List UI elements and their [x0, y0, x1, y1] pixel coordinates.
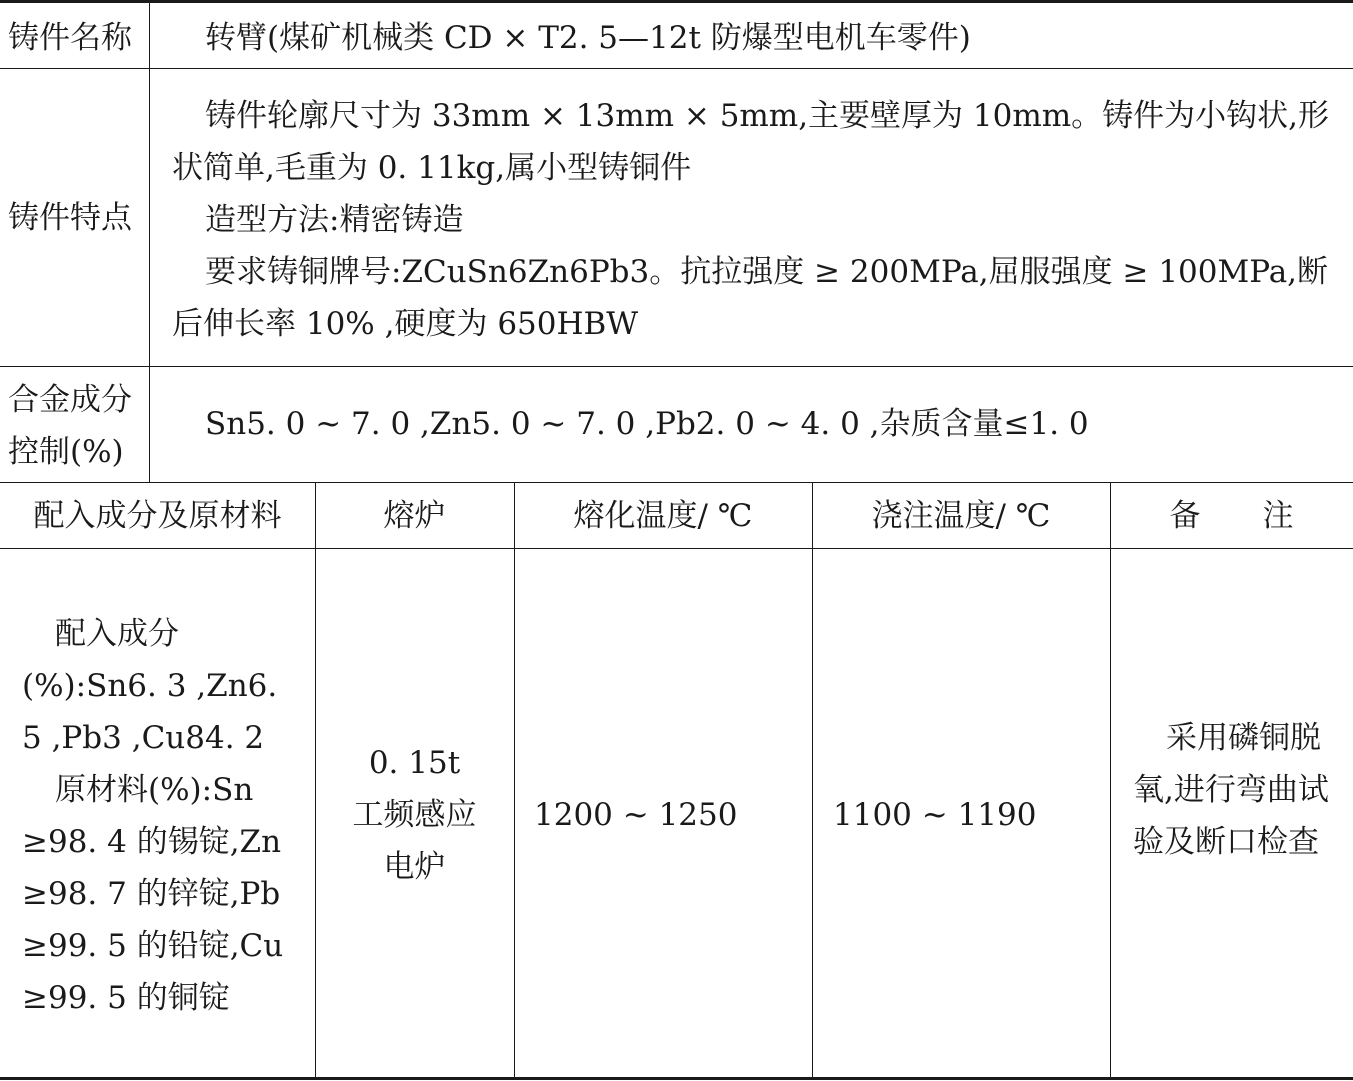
table-bottom-rule [0, 1077, 1353, 1080]
row-divider [0, 68, 1353, 69]
column-divider [1110, 482, 1111, 1079]
furnace-capacity: 0. 15t [368, 745, 461, 781]
composition-charge-paragraph: 配入成分(%):Sn6. 3 ,Zn6. 5 ,Pb3 ,Cu84. 2 [22, 616, 278, 756]
casting-name-label: 铸件名称 [8, 20, 132, 56]
column-divider [812, 482, 813, 1079]
features-outline-paragraph: 铸件轮廓尺寸为 33mm × 13mm × 5mm,主要壁厚为 10mm。铸件为小钩状,形状简单,毛重为 0. 11kg,属小型铸铜件 [172, 98, 1330, 186]
melting-temperature-value: 1200 ~ 1250 [534, 797, 738, 833]
casting-features-label: 铸件特点 [8, 200, 132, 236]
table-top-rule [0, 0, 1353, 3]
furnace-type: 工频感应 [352, 797, 477, 833]
remarks-text: 采用磷铜脱氧,进行弯曲试验及断口检查 [1133, 720, 1329, 860]
features-grade-paragraph: 要求铸铜牌号:ZCuSn6Zn6Pb3。抗拉强度 ≥ 200MPa,屈服强度 ≥ 100MPa,断后伸长率 10% ,硬度为 650HBW [172, 254, 1329, 342]
column-divider [149, 0, 150, 482]
alloy-control-label [0, 374, 149, 478]
header-pouring-temperature: 浇注温度/ ℃ [871, 497, 1051, 534]
column-divider [514, 482, 515, 1079]
header-composition: 配入成分及原材料 [33, 497, 282, 534]
row-divider [0, 366, 1353, 367]
alloy-control-value: Sn5. 0 ~ 7. 0 ,Zn5. 0 ~ 7. 0 ,Pb2. 0 ~ 4. 0 ,杂质含量≤1. 0 [205, 406, 1089, 442]
remarks-cell [1133, 712, 1333, 868]
furnace-cell [315, 737, 514, 893]
header-furnace: 熔炉 [383, 497, 446, 534]
header-remarks: 备 注 [1169, 497, 1294, 534]
header-melting-temperature: 熔化温度/ ℃ [573, 497, 753, 534]
row-divider [0, 548, 1353, 549]
features-molding-paragraph: 造型方法:精密铸造 [205, 202, 464, 238]
composition-cell [22, 608, 302, 1024]
casting-features-text [172, 90, 1334, 350]
pouring-temperature-value: 1100 ~ 1190 [833, 797, 1037, 833]
casting-name-value: 转臂(煤矿机械类 CD × T2. 5—12t 防爆型电机车零件) [205, 20, 971, 56]
furnace-type-suffix: 电炉 [383, 849, 446, 885]
alloy-control-label-line1: 合金成分 [8, 382, 132, 418]
composition-raw-materials-paragraph: 原材料(%):Sn ≥98. 4 的锡锭,Zn ≥98. 7 的锌锭,Pb ≥99. 5 的铅锭,Cu ≥99. 5 的铜锭 [22, 772, 284, 1016]
alloy-control-label-line2: 控制(%) [8, 434, 124, 470]
